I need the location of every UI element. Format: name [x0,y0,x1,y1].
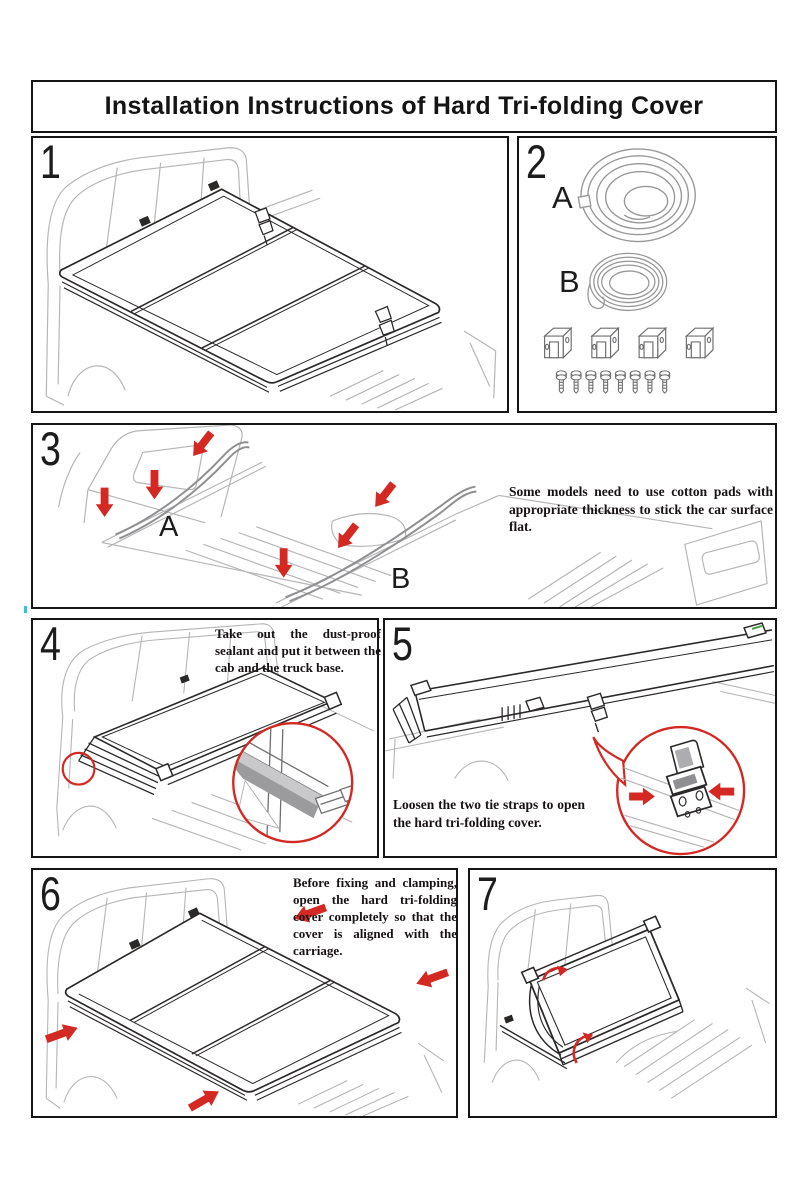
panel-number: 5 [392,617,413,670]
detail-circle-small [63,753,95,785]
title-box [31,80,777,133]
panel-3 [31,423,777,609]
seal-roll-a [578,149,695,242]
scan-artifact [24,606,27,613]
seal-roll-b [588,253,667,310]
panel-number: 3 [40,422,61,475]
part-label-a: A [552,180,573,215]
tri-fold-cover-closed [60,180,442,392]
truck-with-closed-cover-illustration [33,135,507,411]
part-label-b: B [559,264,580,299]
buckle-detail-zoom [617,740,744,856]
panel-number: 1 [40,135,61,188]
page-title: Installation Instructions of Hard Tri-folding Cover [104,92,704,120]
truck-body-lines [385,681,775,780]
panel-number: 2 [526,135,547,188]
bolts [556,371,669,393]
tie-strap-buckle [587,693,607,732]
red-arrow-icons [96,427,400,577]
red-arrow-icon [629,788,655,806]
red-arrow-icon [708,783,734,801]
panel-number: 4 [40,617,61,670]
panel-1 [31,136,509,413]
panel-6-note: Before fixing and clamping, open the hard tri-folding cover completely so that the cover is aligned with the carriage. [293,875,457,958]
seal-label-b: B [391,563,411,595]
panel-3-note: Some models need to use cotton pads with appropriate thickness to stick the car surface flat. [509,484,773,535]
panel-2 [517,136,777,413]
panel-number: 6 [40,867,61,920]
seal-strip-a [115,442,249,538]
parts-kit-illustration [519,135,775,411]
panel-6 [31,868,458,1118]
panel-7 [468,868,777,1118]
mounting-clamps [545,328,713,358]
panel-4-note: Take out the dust-proof sealant and put it between the cab and the truck base. [215,626,381,675]
panel-5 [383,618,777,858]
seal-label-a: A [159,511,179,543]
panel-5-note: Loosen the two tie straps to open the hard tri-folding cover. [393,797,585,830]
callout-pointer [593,737,625,785]
panel-4 [31,618,379,858]
panel-number: 7 [477,867,498,920]
cover-folded-upright-illustration [470,867,775,1116]
